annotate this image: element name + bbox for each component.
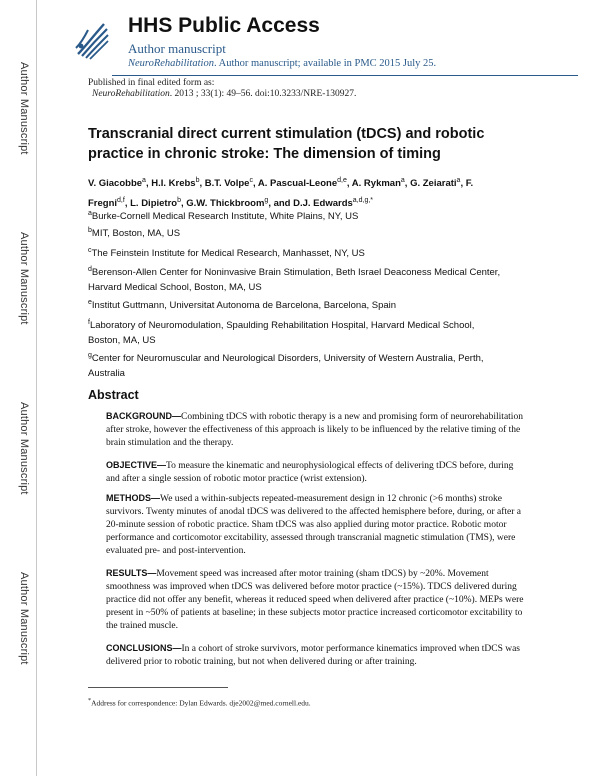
citation-details: . 2013 ; 33(1): 49–56. doi:10.3233/NRE-130927. <box>169 89 357 99</box>
affiliation <box>88 243 508 261</box>
affiliation-mark: e <box>88 299 92 306</box>
citation-journal: NeuroRehabilitation <box>92 89 170 99</box>
hhs-eagle-logo-icon <box>74 18 110 60</box>
author: A. Rykman <box>351 178 401 190</box>
objective-label: OBJECTIVE— <box>106 460 167 470</box>
author-affiliation-mark: a <box>142 177 146 184</box>
results-label: RESULTS— <box>106 568 157 578</box>
methods-text: We used a within-subjects repeated-measurement design in 12 chronic (>6 months) stroke survivors. Twenty minutes of anodal tDCS was delivered to the affected hemisphere before, during, or after a 20-minute session of robotic practice. Sham tDCS was also applied during motor practice. Robotic motor performance and corticomotor excitability, assessed through transcranial magnetic stimulation (TMS), were evaluated pre- and post-intervention. <box>106 494 522 556</box>
affiliation-mark: d <box>88 266 92 273</box>
hhs-journal-line <box>128 58 436 69</box>
author-separator: , <box>199 178 205 190</box>
footnote-mark: * <box>88 697 92 704</box>
author: L. Dipietro <box>130 198 178 210</box>
author-separator: , <box>460 178 466 190</box>
author-separator: , <box>404 178 411 190</box>
author-affiliation-mark: a <box>456 177 461 184</box>
conclusions-label: CONCLUSIONS— <box>106 643 182 653</box>
author: G.W. Thickbroom <box>186 198 265 210</box>
affiliation-mark: b <box>88 227 92 234</box>
author: G. Zeiarati <box>410 178 457 190</box>
affiliation-text: Center for Neuromuscular and Neurological Disorders, University of Western Australia, Perth, Australia <box>88 353 484 380</box>
author-affiliation-mark: d,e <box>337 177 347 184</box>
author-separator: , <box>252 178 258 190</box>
affiliation <box>88 348 508 381</box>
author-affiliation-mark: g <box>264 197 269 205</box>
journal-availability: . Author manuscript; available in PMC 2015 July 25. <box>213 58 437 69</box>
background-text: Combining tDCS with robotic therapy is a new and promising form of neurorehabilitation after stroke, however the effectiveness of this approach is likely to be influenced by the relative timing of the brain stimulation and the therapy. <box>106 412 523 448</box>
side-label-2: Author Manuscript <box>18 232 30 325</box>
affiliation-text: Institut Guttmann, Universitat Autonoma de Barcelona, Barcelona, Spain <box>91 300 397 312</box>
author-separator: , <box>346 178 352 190</box>
hhs-title: HHS Public Access <box>128 14 320 37</box>
affiliation <box>88 223 508 241</box>
affiliation <box>88 206 508 224</box>
journal-name: NeuroRehabilitation <box>128 58 214 69</box>
abstract-objective <box>106 459 526 486</box>
affiliation-mark: a <box>88 210 92 217</box>
affiliation-text: The Feinstein Institute for Medical Research, Manhasset, NY, US <box>91 248 365 260</box>
affiliation-text: MIT, Boston, MA, US <box>91 228 181 240</box>
background-label: BACKGROUND— <box>106 411 181 421</box>
author: A. Pascual-Leone <box>257 178 338 190</box>
footnote-rule <box>88 687 228 688</box>
author-affiliation-mark: c <box>249 177 253 184</box>
author: B.T. Volpe <box>204 178 250 190</box>
affiliation <box>88 315 508 348</box>
author: D.J. Edwards <box>293 198 353 210</box>
conclusions-text: In a cohort of stroke survivors, motor performance kinematics improved when tDCS was delivered prior to robotic training, but not when delivered during or after training. <box>106 644 521 667</box>
results-text: Movement speed was increased after motor training (sham tDCS) by ~20%. Movement smoothness was improved when tDCS was delivered before motor practice (~15%). TDCS delivered during practice did not offer any benefit, whereas it reduced speed when delivered after practice (~10%). MEPs were present in ~50% of patients at baseline; in these subjects motor practice increased corticomotor excitability to the trained muscle. <box>106 569 524 631</box>
affiliation-text: Laboratory of Neuromodulation, Spaulding Rehabilitation Hospital, Harvard Medical School, Boston, MA, US <box>88 320 475 347</box>
abstract-heading: Abstract <box>88 388 139 402</box>
author-affiliation-mark: d,f <box>117 197 125 205</box>
abstract-conclusions <box>106 642 526 669</box>
header-rule <box>112 75 578 76</box>
author-separator: , <box>124 198 131 210</box>
abstract-results <box>106 567 526 633</box>
published-label: Published in final edited form as: <box>88 78 215 88</box>
affiliation <box>88 295 508 313</box>
author-separator: , <box>181 198 187 210</box>
author-affiliation-mark: a <box>400 177 405 184</box>
margin-divider <box>36 0 37 776</box>
author-separator: , and <box>268 198 294 210</box>
author-affiliation-mark: b <box>177 197 181 205</box>
side-label-3: Author Manuscript <box>18 402 30 495</box>
affiliation-mark: c <box>88 247 92 254</box>
affiliation-text: Berenson-Allen Center for Noninvasive Brain Stimulation, Beth Israel Deaconess Medical Center, Harvard Medical School, Boston, MA, US <box>88 267 501 294</box>
affiliation-mark: f <box>88 319 90 326</box>
side-label-4: Author Manuscript <box>18 572 30 665</box>
methods-label: METHODS— <box>106 493 160 503</box>
author: H.I. Krebs <box>151 178 196 190</box>
abstract-methods <box>106 492 526 558</box>
abstract-background <box>106 410 526 450</box>
affiliation-text: Burke-Cornell Medical Research Institute, White Plains, NY, US <box>91 211 359 223</box>
citation <box>92 89 356 99</box>
author-separator: , <box>145 178 152 190</box>
affiliation-mark: g <box>88 352 92 359</box>
author: V. Giacobbe <box>88 178 143 190</box>
author-affiliation-mark: b <box>195 177 200 184</box>
paper-title: Transcranial direct current stimulation (tDCS) and robotic practice in chronic stroke: The dimension of timing <box>88 126 485 162</box>
footnote-text: Address for correspondence: Dylan Edwards. dje2002@med.cornell.edu. <box>91 698 311 708</box>
author: F. Fregni <box>88 178 474 210</box>
side-label-1: Author Manuscript <box>18 62 30 155</box>
author-affiliation-mark: a,d,g,* <box>352 197 374 205</box>
footnote <box>88 697 311 708</box>
objective-text: To measure the kinematic and neurophysiological effects of delivering tDCS before, during and after a single session of robotic motor practice (wrist extension). <box>106 461 514 484</box>
affiliation <box>88 262 508 295</box>
hhs-subtitle: Author manuscript <box>128 41 226 56</box>
